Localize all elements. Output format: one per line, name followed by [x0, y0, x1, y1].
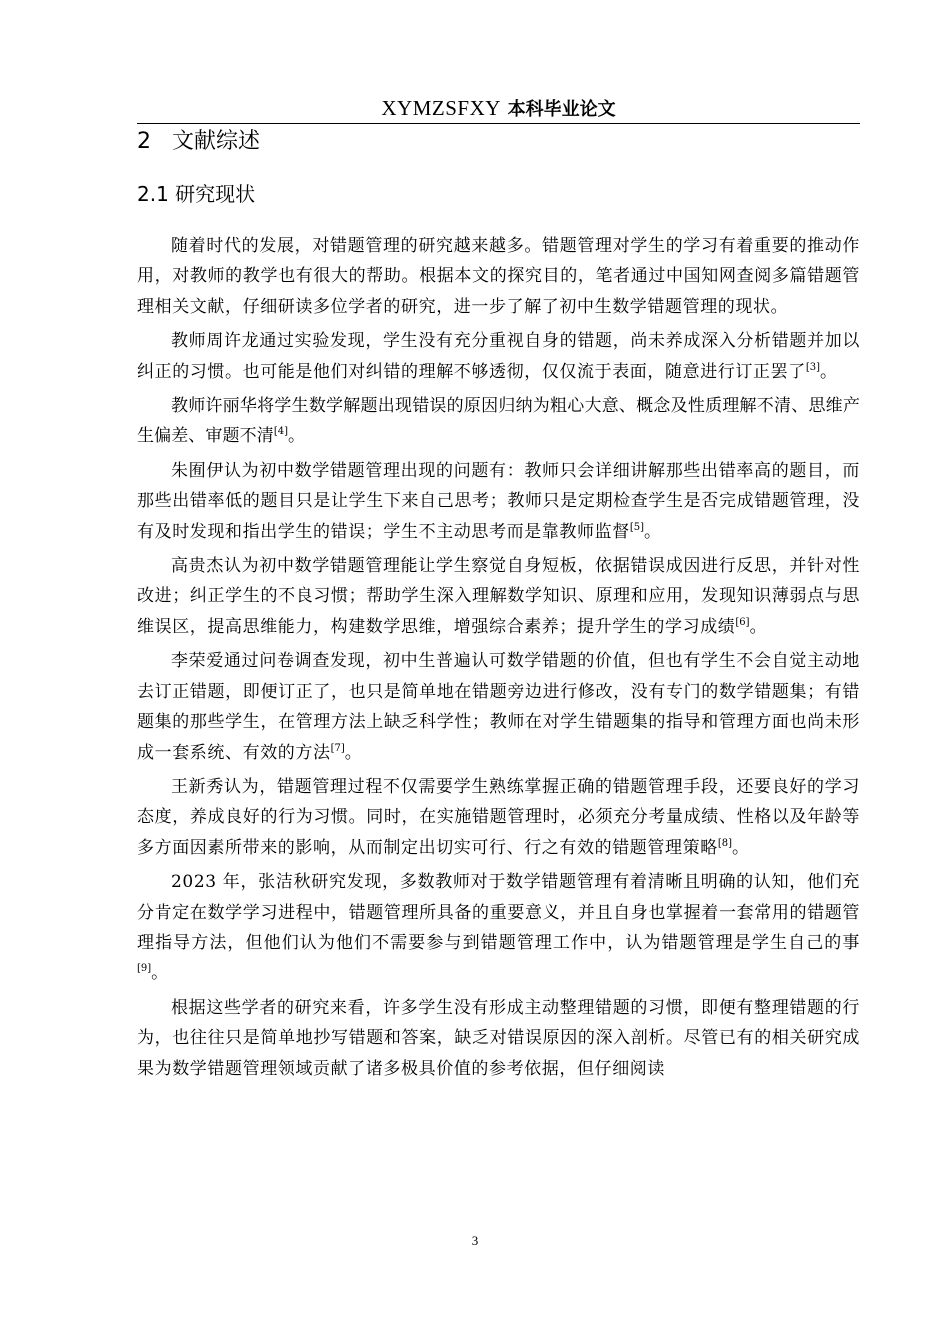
paragraph-end: 。 [344, 742, 363, 763]
paragraph [137, 326, 860, 387]
subsection-title: 研究现状 [175, 182, 256, 206]
header-rule [137, 123, 860, 124]
body-text [137, 231, 860, 1088]
paragraph-text: 教师周许龙通过实验发现，学生没有充分重视自身的错题，尚未养成深入分析错题并加以纠正的习惯。也可能是他们对纠错的理解不够透彻，仅仅流于表面，随意进行订正罢了 [137, 331, 860, 382]
paragraph-text: 朱囿伊认为初中数学错题管理出现的问题有：教师只会详细讲解那些出错率高的题目，而那些出错率低的题目只是让学生下来自己思考；教师只是定期检查学生是否完成错题管理，没有及时发现和指出学生的错误；学生不主动思考而是靠教师监督 [137, 460, 860, 542]
page-number: 3 [471, 1233, 479, 1248]
citation: [7] [330, 742, 345, 754]
paragraph-text: 2023 年，张洁秋研究发现，多数教师对于数学错题管理有着清晰且明确的认知，他们充分肯定在数学学习进程中，错题管理所具备的重要意义，并且自身也掌握着一套常用的错题管理指导方法，但他们认为他们不需要参与到错题管理工作中，认为错题管理是学生自己的事 [137, 872, 860, 953]
paragraph-end: 。 [731, 837, 750, 858]
paragraph-end: 。 [151, 963, 169, 984]
paragraph [137, 456, 860, 547]
citation: [8] [717, 837, 732, 849]
paragraph-end: 。 [643, 521, 662, 542]
paragraph [137, 646, 860, 768]
header-title: 本科毕业论文 [507, 99, 616, 120]
citation: [3] [805, 361, 820, 373]
page-header [137, 94, 860, 124]
section-title: 文献综述 [171, 129, 260, 154]
citation: [6] [735, 616, 750, 628]
paragraph-text: 王新秀认为，错题管理过程不仅需要学生熟练掌握正确的错题管理手段，还要良好的学习态度，养成良好的行为习惯。同时，在实施错题管理时，必须充分考量成绩、性格以及年龄等多方面因素所带来的影响，从而制定出切实可行、行之有效的错题管理策略 [137, 776, 860, 858]
paragraph [137, 772, 860, 863]
paragraph-end: 。 [287, 426, 306, 447]
paragraph-text: 高贵杰认为初中数学错题管理能让学生察觉自身短板，依据错误成因进行反思，并针对性改进；纠正学生的不良习惯；帮助学生深入理解数学知识、原理和应用，发现知识薄弱点与思维误区，提高思维能力，构建数学思维，增强综合素养；提升学生的学习成绩 [137, 556, 860, 637]
paragraph-text: 教师许丽华将学生数学解题出现错误的原因归纳为粗心大意、概念及性质理解不清、思维产生偏差、审题不清 [137, 396, 860, 447]
header-school: XYMZSFXY [381, 96, 501, 120]
paragraph [137, 391, 860, 452]
paragraph-text: 李荣爱通过问卷调查发现，初中生普遍认可数学错题的价值，但也有学生不会自觉主动地去订正错题，即便订正了，也只是简单地在错题旁边进行修改，没有专门的数学错题集；有错题集的那些学生，在管理方法上缺乏科学性；教师在对学生错题集的指导和管理方面也尚未形成一套系统、有效的方法 [137, 651, 860, 763]
paragraph-end: 。 [819, 361, 838, 382]
section-number: 2 [137, 129, 151, 154]
paragraph [137, 867, 860, 989]
paragraph-text: 随着时代的发展，对错题管理的研究越来越多。错题管理对学生的学习有着重要的推动作用，对教师的教学也有很大的帮助。根据本文的探究目的，笔者通过中国知网查阅多篇错题管理相关文献，仔细研读多位学者的研究，进一步了解了初中生数学错题管理的现状。 [137, 236, 860, 317]
paragraph-text: 根据这些学者的研究来看，许多学生没有形成主动整理错题的习惯，即便有整理错题的行为，也往往只是简单地抄写错题和答案，缺乏对错误原因的深入剖析。尽管已有的相关研究成果为数学错题管理领域贡献了诸多极具价值的参考依据，但仔细阅读 [137, 997, 860, 1079]
citation: [9] [137, 963, 152, 975]
section-heading [137, 127, 260, 157]
citation: [4] [273, 426, 288, 438]
paragraph-end: 。 [749, 616, 768, 637]
subsection-heading [137, 180, 255, 208]
subsection-number: 2.1 [137, 182, 169, 206]
paragraph [137, 231, 860, 322]
paragraph [137, 551, 860, 642]
citation: [5] [629, 521, 644, 533]
paragraph [137, 993, 860, 1084]
